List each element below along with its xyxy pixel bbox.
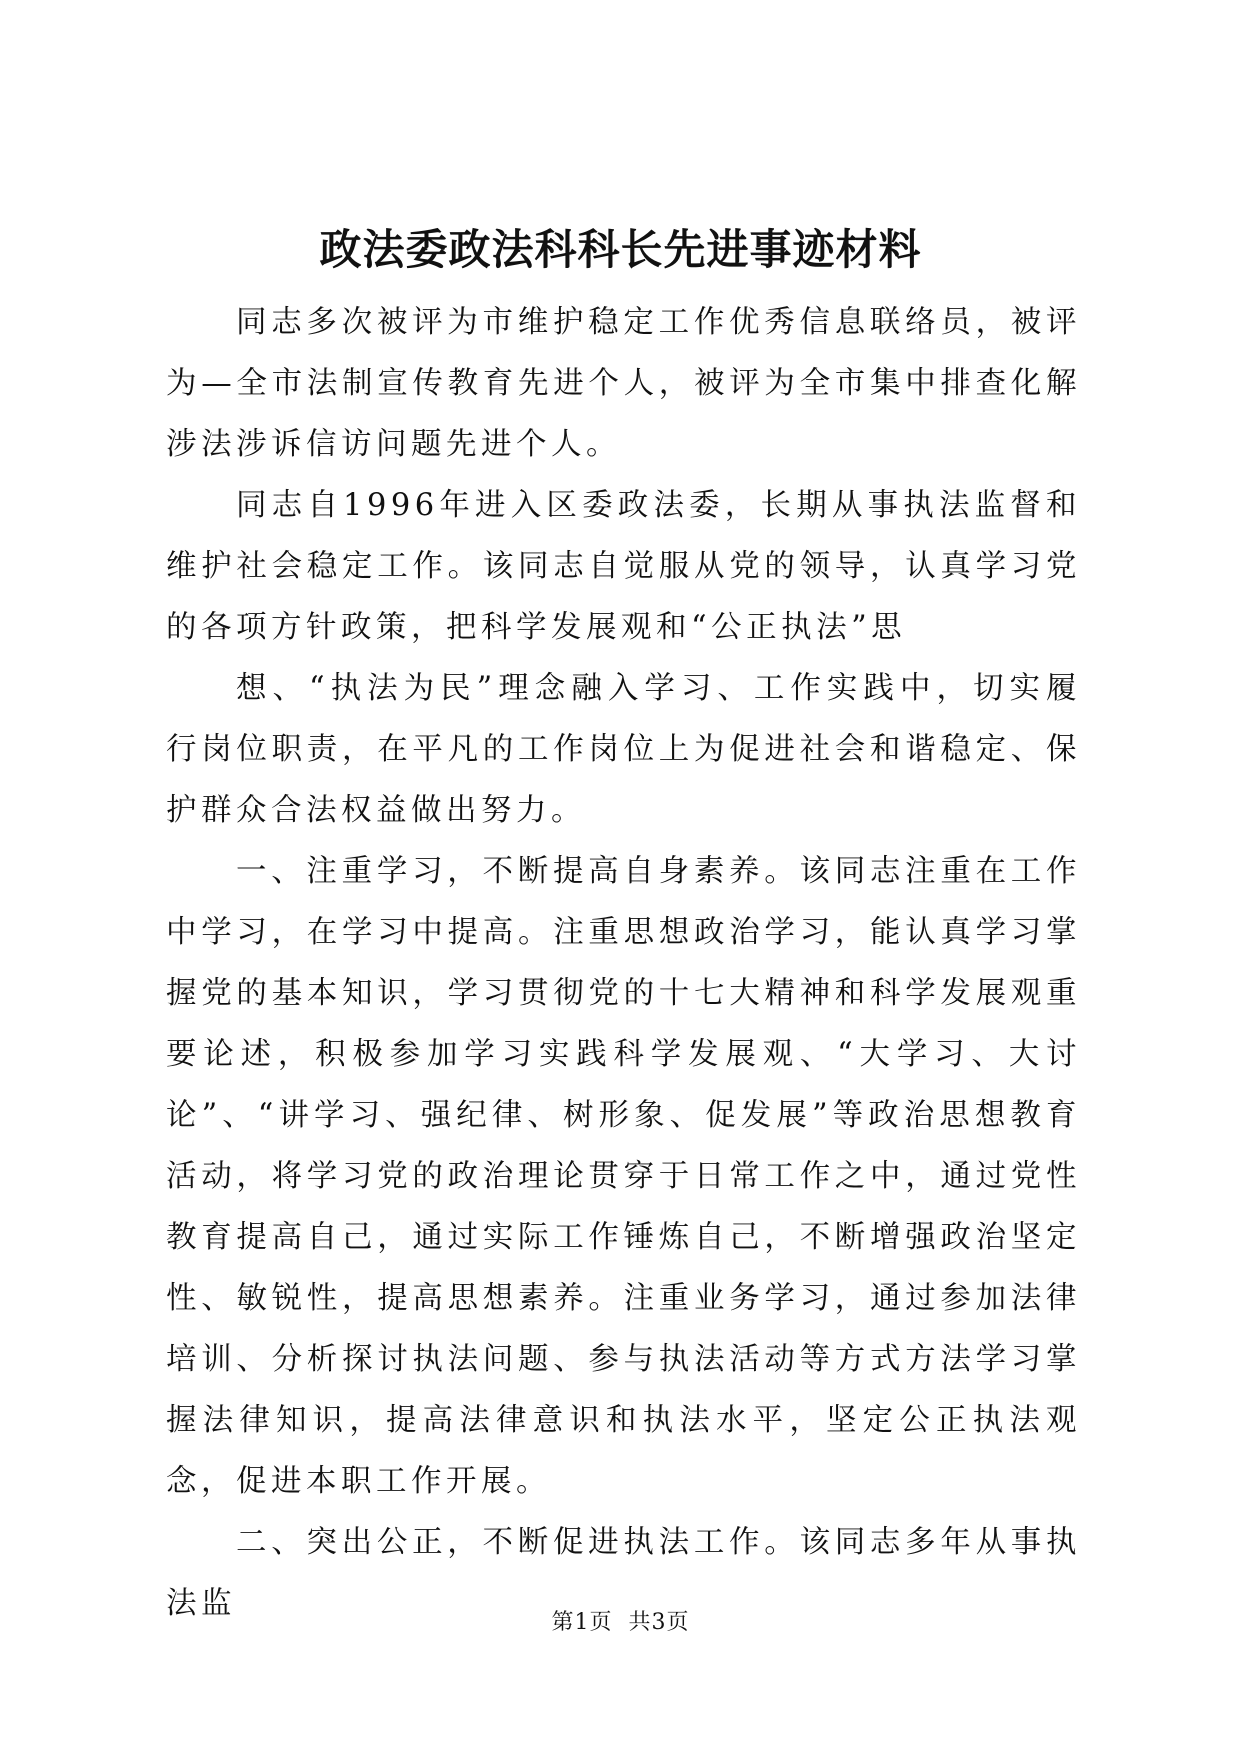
paragraph-4: 一、注重学习，不断提高自身素养。该同志注重在工作中学习，在学习中提高。注重思想政治学习，能认真学习掌握党的基本知识，学习贯彻党的十七大精神和科学发展观重要论述，积极参加学习实践科学发展观、“大学习、大讨论”、“讲学习、强纪律、树形象、促发展”等政治思想教育活动，将学习党的政治理论贯穿于日常工作之中，通过党性教育提高自己，通过实际工作锤炼自己，不断增强政治坚定性、敏锐性，提高思想素养。注重业务学习，通过参加法律培训、分析探讨执法问题、参与执法活动等方式方法学习掌握法律知识，提高法律意识和执法水平，坚定公正执法观念，促进本职工作开展。 [166, 854, 1081, 1499]
page-label-suffix: 页 [666, 1610, 690, 1635]
document-body [166, 292, 1081, 1634]
paragraph-5: 二、突出公正，不断促进执法工作。该同志多年从事执法监 [166, 1525, 1081, 1621]
document-title: 政法委政法科科长先进事迹材料 [319, 225, 922, 274]
paragraph-3: 想、“执法为民”理念融入学习、工作实践中，切实履行岗位职责，在平凡的工作岗位上为促进社会和谐稳定、保护群众合法权益做出努力。 [166, 671, 1081, 828]
paragraph-1: 同志多次被评为市维护稳定工作优秀信息联络员，被评为—全市法制宣传教育先进个人，被评为全市集中排查化解涉法涉诉信访问题先进个人。 [166, 305, 1081, 462]
paragraph-2: 同志自1996年进入区委政法委，长期从事执法监督和维护社会稳定工作。该同志自觉服从党的领导，认真学习党的各项方针政策，把科学发展观和“公正执法”思 [166, 488, 1081, 645]
page-label-prefix: 第 [551, 1610, 575, 1635]
page-label-mid: 页 共 [589, 1610, 652, 1635]
total-pages-number: 3 [651, 1610, 667, 1635]
current-page-number: 1 [574, 1610, 590, 1635]
page-number-footer [0, 1608, 1241, 1638]
